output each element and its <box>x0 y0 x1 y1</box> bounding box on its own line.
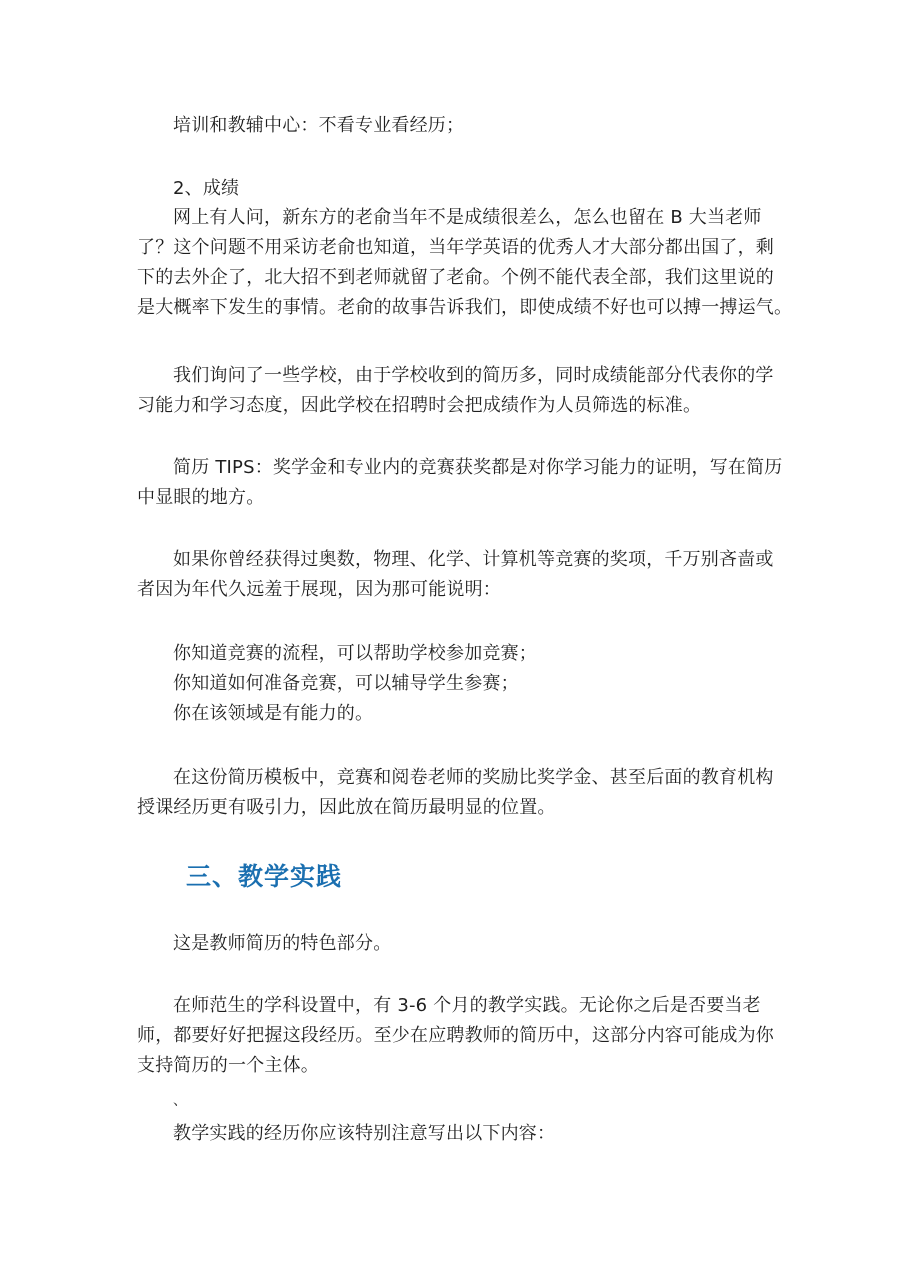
paragraph-line: 了？这个问题不用采访老俞也知道，当年学英语的优秀人才大部分都出国了，剩 <box>137 237 774 258</box>
list-item: 你在该领域是有能力的。 <box>173 703 374 724</box>
paragraph-line: 教学实践的经历你应该特别注意写出以下内容： <box>173 1123 556 1144</box>
paragraph-line: 者因为年代久远羞于展现，因为那可能说明： <box>137 579 501 600</box>
paragraph-line: 下的去外企了，北大招不到老师就留了老俞。个例不能代表全部，我们这里说的 <box>137 267 774 288</box>
paragraph-line: 这是教师简历的特色部分。 <box>173 933 392 954</box>
stray-punctuation-mark: 、 <box>173 1093 187 1109</box>
paragraph-line: 网上有人问，新东方的老俞当年不是成绩很差么，怎么也留在 B 大当老师 <box>173 207 762 228</box>
paragraph-line: 师，都要好好把握这段经历。至少在应聘教师的简历中，这部分内容可能成为你 <box>137 1025 774 1046</box>
paragraph-line: 如果你曾经获得过奥数，物理、化学、计算机等竞赛的奖项，千万别吝啬或 <box>173 549 774 570</box>
paragraph-line: 在师范生的学科设置中，有 3-6 个月的教学实践。无论你之后是否要当老 <box>173 995 761 1016</box>
list-item: 你知道竞赛的流程，可以帮助学校参加竞赛； <box>173 643 537 664</box>
tips-line: 中显眼的地方。 <box>137 487 265 508</box>
paragraph-line: 我们询问了一些学校，由于学校收到的简历多，同时成绩能部分代表你的学 <box>173 365 774 386</box>
list-item: 你知道如何准备竞赛，可以辅导学生参赛； <box>173 673 519 694</box>
paragraph-line: 习能力和学习态度，因此学校在招聘时会把成绩作为人员筛选的标准。 <box>137 395 702 416</box>
paragraph-line: 支持简历的一个主体。 <box>137 1055 319 1076</box>
paragraph-line: 授课经历更有吸引力，因此放在简历最明显的位置。 <box>137 797 556 818</box>
paragraph-line: 在这份简历模板中，竞赛和阅卷老师的奖励比奖学金、甚至后面的教育机构 <box>173 767 774 788</box>
tips-line: 简历 TIPS：奖学金和专业内的竞赛获奖都是对你学习能力的证明，写在简历 <box>173 457 783 478</box>
paragraph-training-centers: 培训和教辅中心：不看专业看经历； <box>173 115 465 136</box>
subheading-grades: 2、成绩 <box>173 178 240 199</box>
section-heading-teaching-practice: 三、教学实践 <box>186 862 343 891</box>
paragraph-line: 是大概率下发生的事情。老俞的故事告诉我们，即使成绩不好也可以搏一搏运气。 <box>137 297 793 318</box>
